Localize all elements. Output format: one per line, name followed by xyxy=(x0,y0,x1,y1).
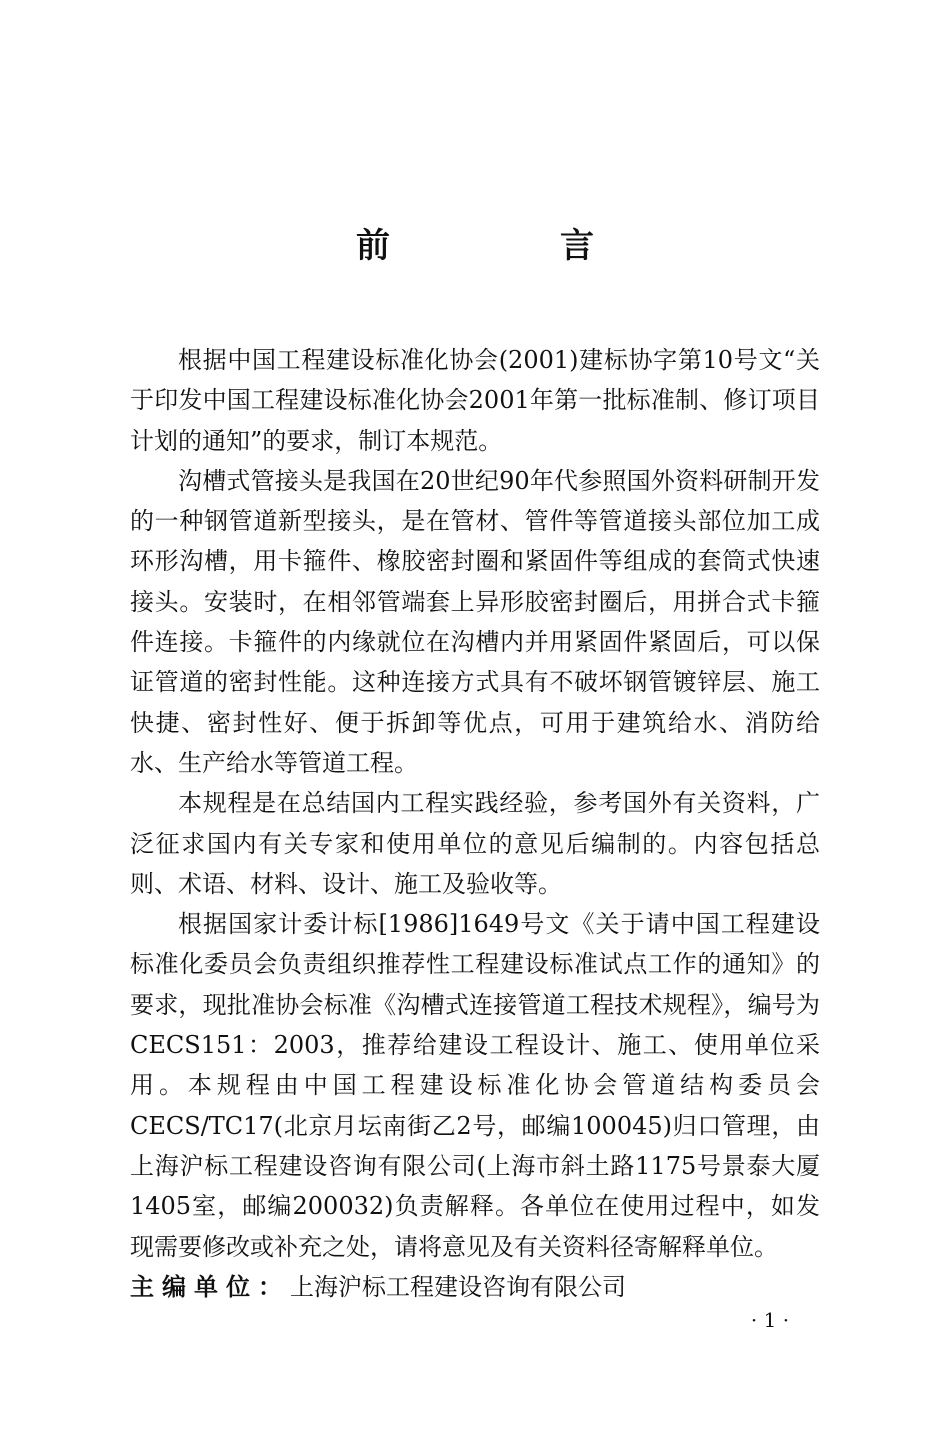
chief-editor-value: 上海沪标工程建设咨询有限公司 xyxy=(290,1272,626,1301)
paragraph-1: 根据中国工程建设标准化协会(2001)建标协字第10号文“关于印发中国工程建设标准化协会2001年第一批标准制、修订项目计划的通知”的要求，制订本规范。 xyxy=(130,346,820,455)
chief-editor-line xyxy=(130,1267,820,1307)
page-title: 前 言 xyxy=(356,226,662,266)
page-number: · 1 · xyxy=(750,1308,790,1332)
paragraph-3: 本规程是在总结国内工程实践经验，参考国外有关资料，广泛征求国内有关专家和使用单位的意见后编制的。内容包括总则、术语、材料、设计、施工及验收等。 xyxy=(130,789,820,898)
chief-editor-label: 主编单位： xyxy=(130,1272,290,1301)
paragraph-4: 根据国家计委计标[1986]1649号文《关于请中国工程建设标准化委员会负责组织推荐性工程建设标准试点工作的通知》的要求，现批准协会标准《沟槽式连接管道工程技术规程》，编号为CECS151：2003，推荐给建设工程设计、施工、使用单位采用。本规程由中国工程建设标准化协会管道结构委员会CECS/TC17(北京月坛南街乙2号，邮编100045)归口管理，由上海沪标工程建设咨询有限公司(上海市斜土路1175号景泰大厦1405室，邮编200032)负责解释。各单位在使用过程中，如发现需要修改或补充之处，请将意见及有关资料径寄解释单位。 xyxy=(130,910,820,1261)
paragraph-2: 沟槽式管接头是我国在20世纪90年代参照国外资料研制开发的一种钢管道新型接头，是在管材、管件等管道接头部位加工成环形沟槽，用卡箍件、橡胶密封圈和紧固件等组成的套筒式快速接头。安装时，在相邻管端套上异形胶密封圈后，用拼合式卡箍件连接。卡箍件的内缘就位在沟槽内并用紧固件紧固后，可以保证管道的密封性能。这种连接方式具有不破坏钢管镀锌层、施工快捷、密封性好、便于拆卸等优点，可用于建筑给水、消防给水、生产给水等管道工程。 xyxy=(130,466,820,777)
preface-body xyxy=(130,340,820,1307)
